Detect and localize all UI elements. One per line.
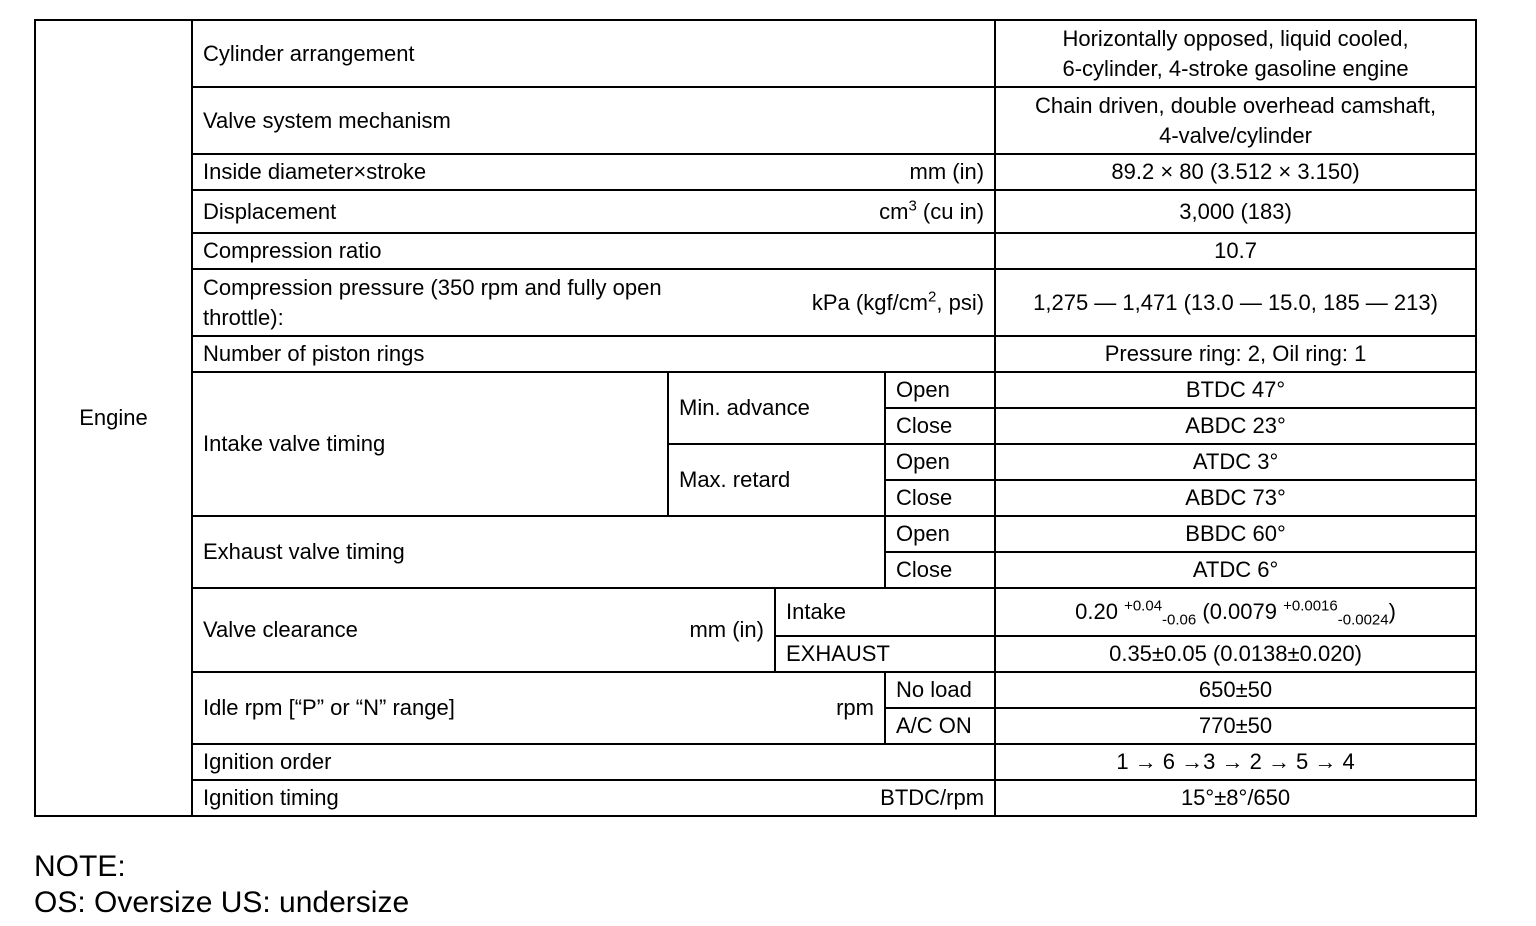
piston-rings-value: Pressure ring: 2, Oil ring: 1 — [995, 336, 1476, 372]
row-compression-pressure — [35, 269, 1476, 336]
section-engine-label: Engine — [35, 20, 192, 816]
piston-rings-label: Number of piston rings — [192, 336, 995, 372]
idle-ac-on-label: A/C ON — [885, 708, 995, 744]
ignition-order-label: Ignition order — [192, 744, 995, 780]
row-valve-clearance-intake — [35, 588, 1476, 636]
compression-pressure-label: Compression pressure (350 rpm and fully open throttle): kPa ($kgf/cm^2$, psi) — [192, 269, 995, 336]
note-block — [34, 849, 409, 921]
valve-clearance-label: Valve clearance mm (in) — [192, 588, 775, 672]
compression-ratio-value: 10.7 — [995, 233, 1476, 269]
ignition-timing-value: 15°±8°/650 — [995, 780, 1476, 816]
intake-min-close-value: ABDC 23° — [995, 408, 1476, 444]
intake-max-retard-label: Max. retard — [668, 444, 885, 516]
row-ignition-order — [35, 744, 1476, 780]
displacement-value: 3,000 (183) — [995, 190, 1476, 233]
intake-timing-label: Intake valve timing — [192, 372, 668, 516]
idle-ac-on-value: 770±50 — [995, 708, 1476, 744]
exhaust-close-label: Close — [885, 552, 995, 588]
row-intake-min-open — [35, 372, 1476, 408]
compression-ratio-label: Compression ratio — [192, 233, 995, 269]
intake-max-open-value: ATDC 3° — [995, 444, 1476, 480]
row-displacement — [35, 190, 1476, 233]
exhaust-open-label: Open — [885, 516, 995, 552]
row-bore-stroke — [35, 154, 1476, 190]
row-valve-system — [35, 87, 1476, 154]
row-compression-ratio — [35, 233, 1476, 269]
valve-system-value: Chain driven, double overhead camshaft, 4-valve/cylinder — [995, 87, 1476, 154]
cylinder-arrangement-value: Horizontally opposed, liquid cooled, 6-cylinder, 4-stroke gasoline engine — [995, 20, 1476, 87]
valve-clearance-exhaust-label: EXHAUST — [775, 636, 995, 672]
ignition-order-value: 1 → 6 →3 → 2 → 5 → 4 — [995, 744, 1476, 780]
idle-no-load-label: No load — [885, 672, 995, 708]
valve-clearance-intake-label: Intake — [775, 588, 995, 636]
row-cylinder-arrangement — [35, 20, 1476, 87]
bore-stroke-value: 89.2 × 80 (3.512 × 3.150) — [995, 154, 1476, 190]
idle-rpm-label: Idle rpm [“P” or “N” range] rpm — [192, 672, 885, 744]
intake-min-advance-label: Min. advance — [668, 372, 885, 444]
intake-max-open-label: Open — [885, 444, 995, 480]
ignition-timing-label: Ignition timing BTDC/rpm — [192, 780, 995, 816]
note-text: OS: Oversize US: undersize — [34, 886, 410, 919]
idle-no-load-value: 650±50 — [995, 672, 1476, 708]
exhaust-close-value: ATDC 6° — [995, 552, 1476, 588]
intake-max-close-value: ABDC 73° — [995, 480, 1476, 516]
valve-system-label: Valve system mechanism — [192, 87, 995, 154]
cylinder-arrangement-label: Cylinder arrangement — [192, 20, 995, 87]
valve-clearance-intake-value: 0.20 $^{+0.04}_{-0.06}$ (0.0079 $^{+0.0016}_{-0.0024}$) — [995, 588, 1476, 636]
intake-max-close-label: Close — [885, 480, 995, 516]
row-ignition-timing — [35, 780, 1476, 816]
engine-spec-table — [34, 19, 1477, 817]
intake-min-close-label: Close — [885, 408, 995, 444]
exhaust-open-value: BBDC 60° — [995, 516, 1476, 552]
bore-stroke-label: Inside diameter×stroke mm (in) — [192, 154, 995, 190]
compression-pressure-value: 1,275 — 1,471 (13.0 — 15.0, 185 — 213) — [995, 269, 1476, 336]
row-exhaust-open — [35, 516, 1476, 552]
row-piston-rings — [35, 336, 1476, 372]
valve-clearance-exhaust-value: 0.35±0.05 (0.0138±0.020) — [995, 636, 1476, 672]
displacement-label: Displacement $cm^3$ (cu in) — [192, 190, 995, 233]
intake-min-open-label: Open — [885, 372, 995, 408]
exhaust-timing-label: Exhaust valve timing — [192, 516, 885, 588]
row-idle-no-load — [35, 672, 1476, 708]
note-title: NOTE: — [34, 850, 126, 883]
intake-min-open-value: BTDC 47° — [995, 372, 1476, 408]
